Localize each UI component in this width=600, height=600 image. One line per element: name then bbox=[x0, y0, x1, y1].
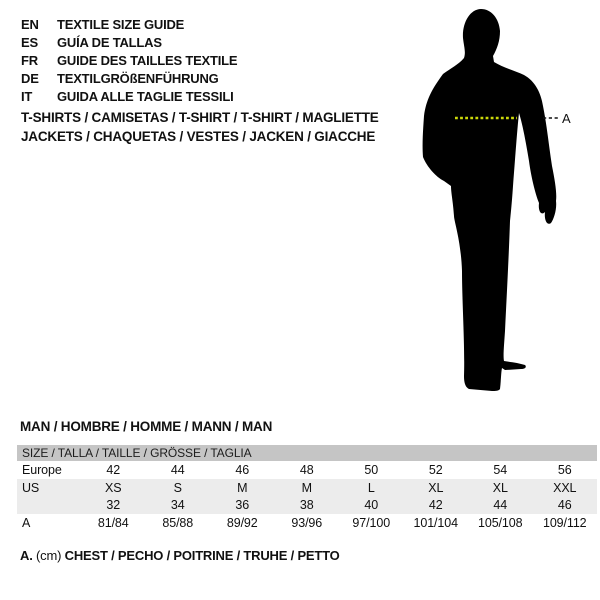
category-tshirts: T-SHIRTS / CAMISETAS / T-SHIRT / T-SHIRT / MAGLIETTE bbox=[21, 110, 379, 125]
table-cell: 48 bbox=[299, 463, 314, 477]
table-cell: 42 bbox=[428, 498, 443, 513]
table-cell: 34 bbox=[170, 498, 185, 513]
table-cell: 81/84 bbox=[97, 516, 129, 530]
table-cell: 54 bbox=[493, 463, 508, 477]
language-row-en bbox=[21, 15, 237, 33]
table-cell: 85/88 bbox=[162, 516, 194, 530]
man-figure bbox=[420, 5, 580, 395]
size-table bbox=[17, 445, 597, 532]
row-label: US bbox=[22, 480, 40, 495]
table-cell: 32 bbox=[106, 498, 121, 513]
man-silhouette bbox=[420, 5, 580, 395]
row-label: Europe bbox=[22, 463, 62, 477]
table-cell: 36 bbox=[235, 498, 250, 513]
man-silhouette-shape bbox=[423, 9, 557, 391]
table-row-europe bbox=[17, 461, 597, 479]
table-cell: 97/100 bbox=[352, 516, 391, 530]
language-title: TEXTILE SIZE GUIDE bbox=[57, 16, 185, 32]
category-jackets: JACKETS / CHAQUETAS / VESTES / JACKEN / GIACCHE bbox=[21, 128, 376, 144]
footnote-prefix: A. bbox=[20, 548, 33, 563]
table-cell: 50 bbox=[364, 463, 379, 477]
table-cell: 46 bbox=[235, 463, 250, 477]
language-code: EN bbox=[21, 16, 39, 32]
table-cell: M bbox=[301, 480, 312, 495]
table-cell: XXL bbox=[553, 480, 577, 495]
table-cell: XL bbox=[492, 480, 508, 495]
table-row-numeric bbox=[17, 497, 597, 515]
table-cell: 42 bbox=[106, 463, 121, 477]
language-row-es bbox=[21, 33, 237, 51]
table-cell: XS bbox=[105, 480, 122, 495]
footnote-unit: (cm) bbox=[36, 548, 62, 563]
table-cell: 52 bbox=[428, 463, 443, 477]
table-cell: L bbox=[367, 480, 375, 495]
measure-label-a: A bbox=[562, 111, 571, 126]
table-cell: 93/96 bbox=[291, 516, 323, 530]
footnote-chest bbox=[20, 548, 340, 563]
language-title: TEXTILGRÖßENFÜHRUNG bbox=[57, 71, 219, 87]
table-cell: M bbox=[237, 480, 248, 495]
table-cell: 56 bbox=[557, 463, 572, 477]
table-cell: 46 bbox=[557, 498, 572, 513]
footnote-text: CHEST / PECHO / POITRINE / TRUHE / PETTO bbox=[64, 548, 340, 563]
table-cell: 38 bbox=[299, 498, 314, 513]
table-cell: 105/108 bbox=[478, 516, 523, 530]
language-row-it bbox=[21, 88, 237, 106]
table-cell: S bbox=[173, 480, 182, 495]
section-title-man: MAN / HOMBRE / HOMME / MANN / MAN bbox=[20, 419, 273, 434]
language-code: DE bbox=[21, 71, 39, 87]
table-row-us bbox=[17, 479, 597, 497]
language-row-fr bbox=[21, 51, 237, 69]
table-cell: 101/104 bbox=[413, 516, 458, 530]
table-row-chest-a bbox=[17, 514, 597, 532]
row-label: A bbox=[22, 516, 31, 530]
language-list bbox=[21, 15, 237, 106]
table-cell: 109/112 bbox=[542, 516, 587, 530]
category-list bbox=[21, 109, 379, 146]
table-header-bar: SIZE / TALLA / TAILLE / GRÖSSE / TAGLIA bbox=[17, 445, 597, 461]
language-row-de bbox=[21, 70, 237, 88]
table-cell: 89/92 bbox=[226, 516, 258, 530]
language-title: GUIDA ALLE TAGLIE TESSILI bbox=[57, 89, 234, 105]
language-code: IT bbox=[21, 89, 33, 105]
table-cell: XL bbox=[428, 480, 444, 495]
language-title: GUIDE DES TAILLES TEXTILE bbox=[57, 52, 238, 68]
table-cell: 40 bbox=[364, 498, 379, 513]
language-title: GUÍA DE TALLAS bbox=[57, 34, 162, 50]
table-cell: 44 bbox=[493, 498, 508, 513]
language-code: FR bbox=[21, 52, 38, 68]
table-cell: 44 bbox=[170, 463, 185, 477]
language-code: ES bbox=[21, 34, 38, 50]
